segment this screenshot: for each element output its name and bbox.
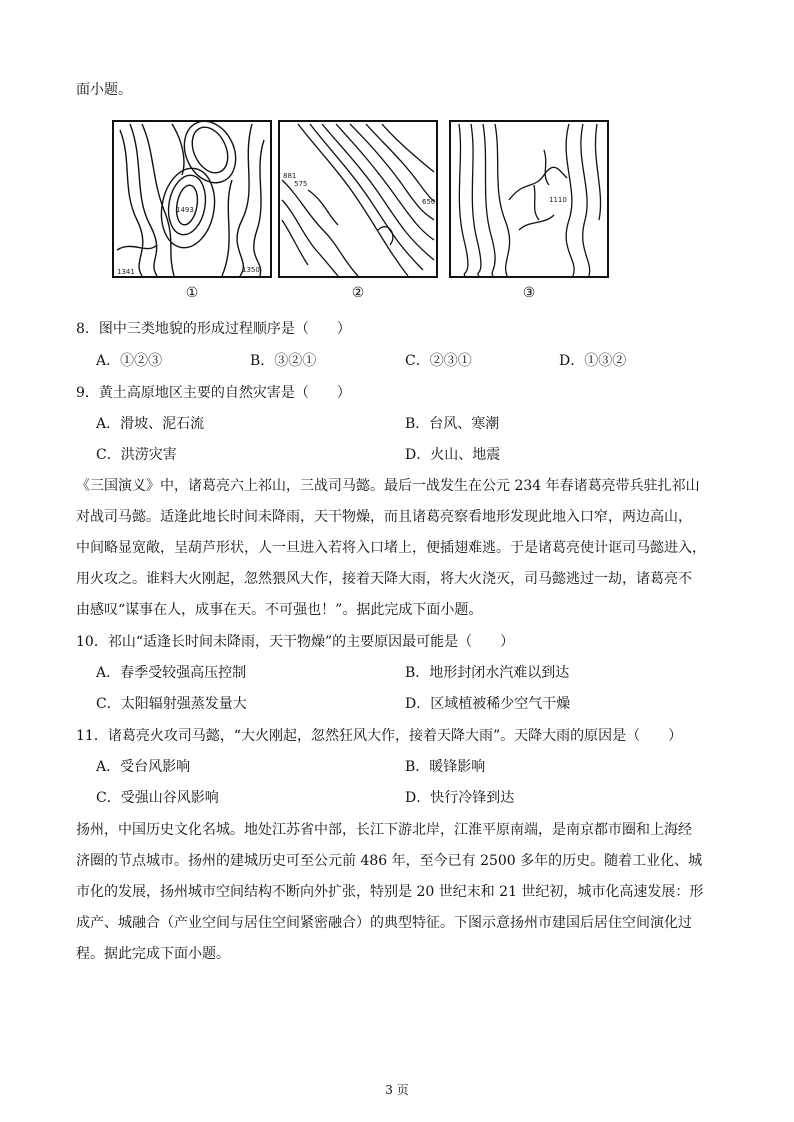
passage1-line-2: 对战司马懿。适逢此地长时间未降雨，天干物燥，而且诸葛亮察看地形发现此地入口窄，两边高山，: [76, 509, 692, 525]
q8-option-b: B．③②①: [250, 353, 317, 369]
q8-option-a: A．①②③: [96, 353, 163, 369]
map-label-3: ③: [522, 285, 536, 301]
elevation-1341: 1341: [117, 268, 135, 276]
passage2-line-2: 济圈的节点城市。扬州的建城历史可至公元前 486 年，至今已有 2500 多年的历史。随着工业化、城: [76, 853, 703, 869]
q9-option-b: B．台风、寒潮: [405, 416, 500, 432]
contour-map-1-drawing: [112, 120, 272, 278]
q11-option-b: B．暖锋影响: [405, 759, 486, 775]
q8-option-d: D．①③②: [559, 353, 627, 369]
page-number: 3 页: [385, 1083, 409, 1097]
passage2-line-1: 扬州，中国历史文化名城。地处江苏省中部，长江下游北岸，江淮平原南端，是南京都市圈和上海经: [76, 822, 692, 838]
q9-option-d: D．火山、地震: [405, 447, 501, 463]
q8-stem: 8．图中三类地貌的形成过程顺序是（ ）: [76, 321, 351, 337]
elevation-1350: 1350: [242, 266, 260, 274]
q11-option-c: C．受强山谷风影响: [96, 790, 219, 806]
q11-option-d: D．快行冷锋到达: [405, 790, 515, 806]
passage1-line-5: 由感叹“谋事在人，成事在天。不可强也！”。据此完成下面小题。: [76, 602, 483, 618]
q11-option-a: A．受台风影响: [96, 759, 191, 775]
elevation-1110: 1110: [549, 196, 567, 204]
contour-map-2: [278, 120, 438, 278]
q8-option-c: C．②③①: [405, 353, 472, 369]
passage1-line-4: 用火攻之。谁料大火刚起，忽然猥风大作，接着天降大雨，将大火浇灭，司马懿逃过一劫，诸葛亮不: [76, 571, 692, 587]
elevation-1493: 1493: [176, 206, 194, 214]
passage1-line-1: 《三国演义》中，诸葛亮六上祁山，三战司马懿。最后一战发生在公元 234 年春诸葛亮带兵驻扎祁山: [76, 478, 700, 494]
contour-map-3-drawing: [449, 120, 609, 278]
map-label-1: ①: [185, 285, 199, 301]
q10-option-d: D．区域植被稀少空气干燥: [405, 696, 571, 712]
q9-option-a: A．滑坡、泥石流: [96, 416, 205, 432]
q10-option-c: C．太阳辐射强蒸发量大: [96, 696, 247, 712]
passage2-line-5: 程。据此完成下面小题。: [76, 946, 230, 962]
intro-tail: 面小题。: [76, 82, 132, 98]
contour-map-2-drawing: [278, 120, 438, 278]
q10-option-b: B．地形封闭水汽难以到达: [405, 665, 570, 681]
elevation-650: 650: [422, 198, 436, 206]
passage2-line-3: 市化的发展，扬州城市空间结构不断向外扩张，特别是 20 世纪末和 21 世纪初，城市化高速发展：形: [76, 884, 704, 900]
elevation-575: 575: [294, 180, 308, 188]
q9-option-c: C．洪涝灾害: [96, 447, 177, 463]
q11-stem: 11．诸葛亮火攻司马懿，“大火刚起，忽然狂风大作，接着天降大雨”。天降大雨的原因是（ ）: [76, 728, 683, 744]
elevation-881: 881: [283, 172, 297, 180]
q9-stem: 9．黄土高原地区主要的自然灾害是（ ）: [76, 385, 351, 401]
q10-option-a: A．春季受较强高压控制: [96, 665, 247, 681]
q10-stem: 10．祁山“适逢长时间未降雨，天干物燥”的主要原因最可能是（ ）: [76, 634, 515, 650]
contour-map-1: [112, 120, 272, 278]
passage2-line-4: 成产、城融合（产业空间与居住空间紧密融合）的典型特征。下图示意扬州市建国后居住空间演化过: [76, 915, 692, 931]
passage1-line-3: 中间略显宽敞，呈葫芦形状，人一旦进入若将入口堵上，便插翅难逃。于是诸葛亮使计诓司马懿进入，: [76, 540, 706, 556]
contour-map-3: [449, 120, 609, 278]
contour-map-figure: [112, 120, 622, 310]
map-label-2: ②: [351, 285, 365, 301]
